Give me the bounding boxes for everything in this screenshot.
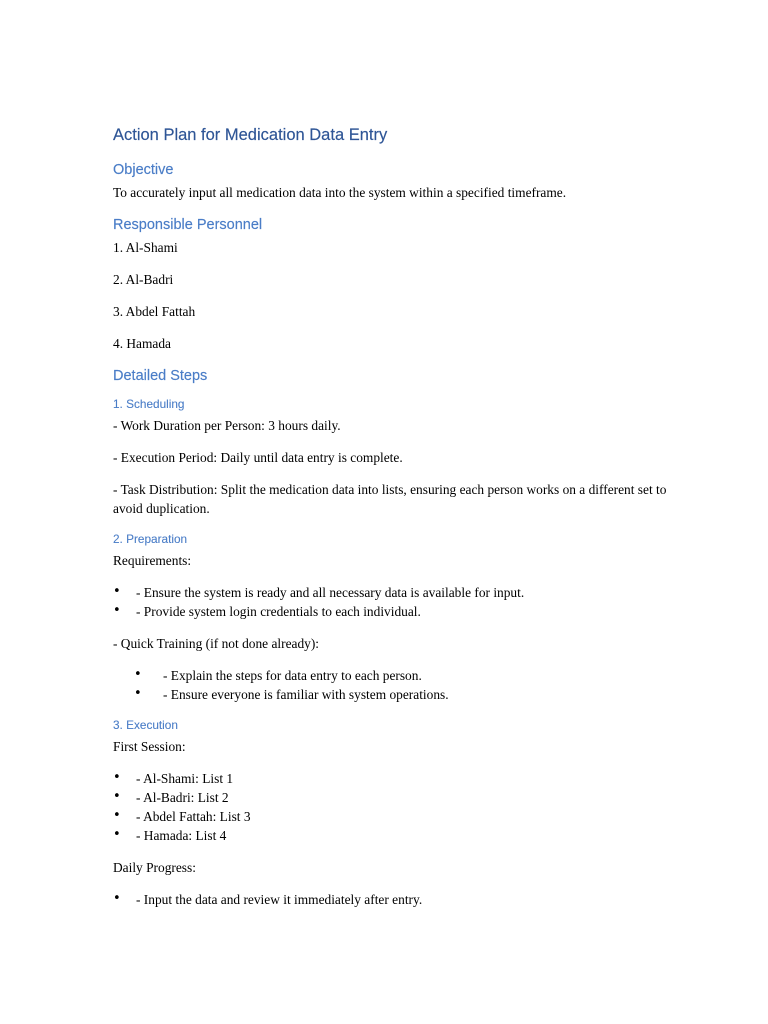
list-item: • - Abdel Fattah: List 3: [113, 807, 673, 826]
scheduling-item: - Execution Period: Daily until data entry is complete.: [113, 450, 403, 465]
document-page: [113, 124, 673, 909]
scheduling-heading: 1. Scheduling: [113, 397, 185, 411]
personnel-item: 4. Hamada: [113, 336, 172, 351]
personnel-item: 3. Abdel Fattah: [113, 304, 196, 319]
list-item: • - Hamada: List 4: [113, 826, 673, 845]
list-item: • - Input the data and review it immediately after entry.: [113, 890, 673, 909]
first-session-label: First Session:: [113, 739, 186, 754]
preparation-heading: 2. Preparation: [113, 532, 188, 546]
steps-heading: Detailed Steps: [113, 368, 208, 384]
requirements-label: Requirements:: [113, 553, 192, 568]
scheduling-item: - Work Duration per Person: 3 hours daily.: [113, 418, 341, 433]
execution-heading: 3. Execution: [113, 718, 178, 732]
objective-text: To accurately input all medication data into the system within a specified timeframe.: [113, 185, 567, 200]
list-item: • - Al-Shami: List 1: [113, 769, 673, 788]
daily-progress-list: [113, 890, 673, 909]
personnel-item: 2. Al-Badri: [113, 272, 174, 287]
personnel-heading: Responsible Personnel: [113, 217, 263, 233]
requirements-list: [113, 583, 673, 621]
list-item: • - Ensure the system is ready and all necessary data is available for input.: [113, 583, 673, 602]
list-item: • - Al-Badri: List 2: [113, 788, 673, 807]
training-list: [113, 666, 673, 704]
scheduling-item: - Task Distribution: Split the medication data into lists, ensuring each person works on a different set to avoid duplication.: [113, 482, 667, 516]
list-item: • - Explain the steps for data entry to each person.: [134, 666, 673, 685]
list-item: • - Provide system login credentials to each individual.: [113, 602, 673, 621]
first-session-list: [113, 769, 673, 845]
training-label: - Quick Training (if not done already):: [113, 636, 320, 651]
daily-progress-label: Daily Progress:: [113, 860, 196, 875]
objective-heading: Objective: [113, 162, 174, 178]
list-item: • - Ensure everyone is familiar with system operations.: [134, 685, 673, 704]
personnel-item: 1. Al-Shami: [113, 240, 178, 255]
document-title: Action Plan for Medication Data Entry: [113, 126, 388, 144]
